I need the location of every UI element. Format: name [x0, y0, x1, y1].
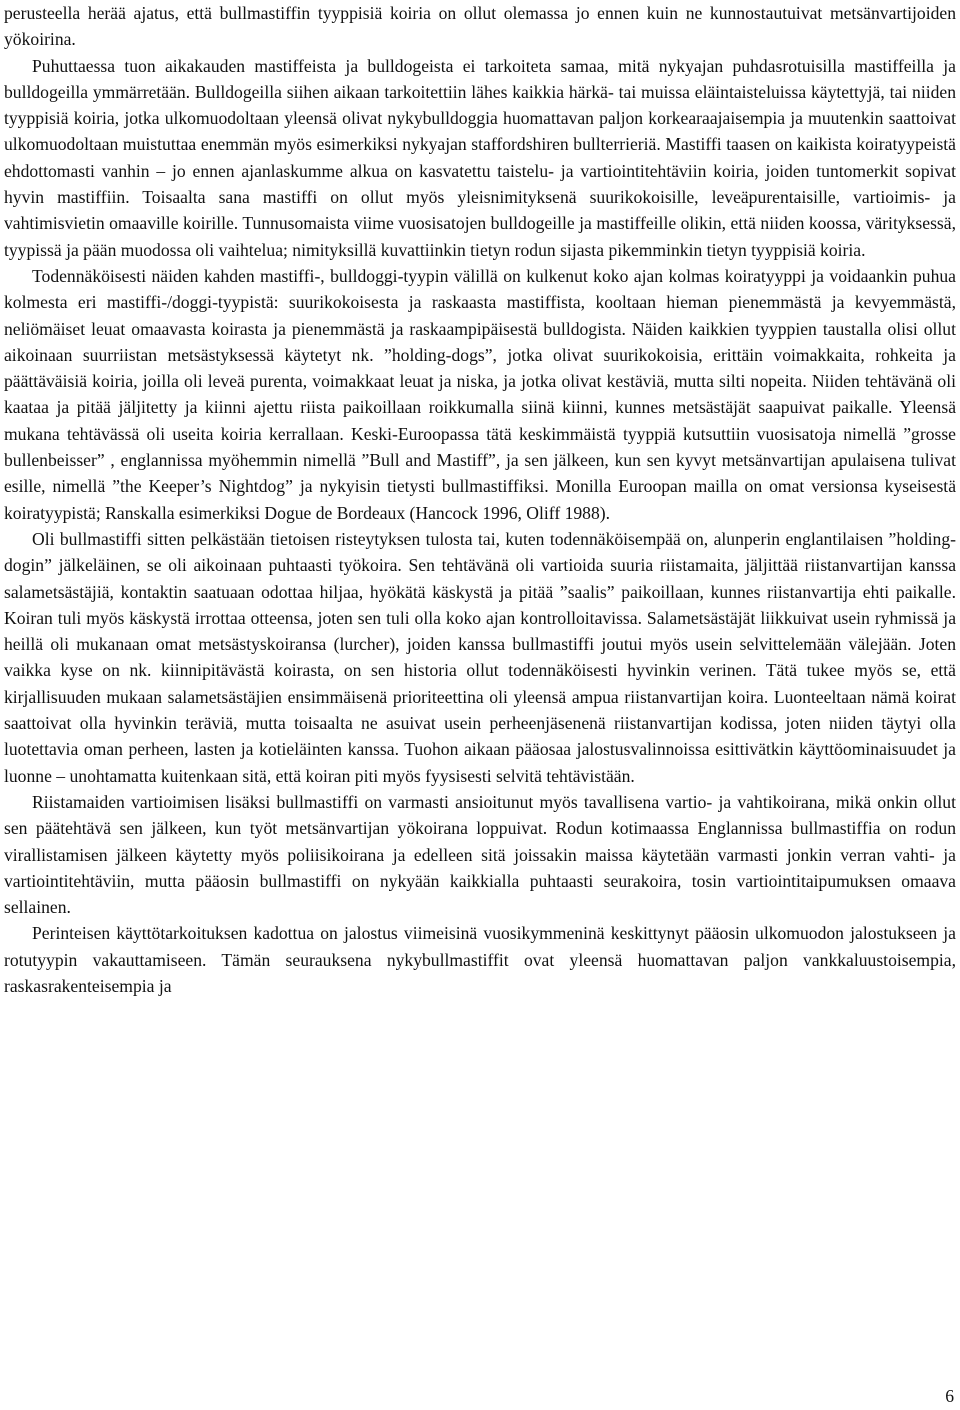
page-number: 6: [945, 1386, 954, 1406]
paragraph-1: perusteella herää ajatus, että bullmastiffin tyyppisiä koiria on ollut olemassa jo ennen kuin ne kunnostautuivat metsänvartijoiden yökoirina.: [4, 3, 956, 50]
paragraph-3: Todennäköisesti näiden kahden mastiffi-, bulldoggi-tyypin välillä on kulkenut koko ajan kolmas koiratyyppi ja voidaankin puhua kolmesta eri mastiffi-/doggi-tyypistä: suurikokoisesta ja raskaasta mastiffista, kooltaan hieman pienemmästä ja kevyemmästä, neliömäiset leuat omaavasta koirasta ja pienemmästä ja raskaampipäisestä bulldogista. Näiden kaikkien tyyppien taustalla olisi ollut aikoinaan suurriistan metsästyksessä käytetyt nk. ”holding-dogs”, jotka olivat suurikokoisia, erittäin voimakkaita, rohkeita ja päättäväisiä koiria, joilla oli leveä purenta, voimakkaat leuat ja niska, ja jotka olivat kestäviä, mutta silti nopeita. Niiden tehtävänä oli kaataa ja pitää jäljitetty ja kiinni ajettu riista paikoillaan roikkumalla siinä kiinni, kunnes metsästäjät saapuivat paikalle. Yleensä mukana tehtävässä oli useita koiria kerrallaan. Keski-Euroopassa tätä keskimmäistä tyyppiä kutsuttiin vuosisatoja nimellä ”grosse bullenbeisser” , englannissa myöhemmin nimellä ”Bull and Mastiff”, ja sen jälkeen, kun sen kyvyt metsänvartijan apulaisena tulivat esille, nimellä ”the Keeper’s Nightdog” ja nykyisin tietysti bullmastiffiksi. Monilla Euroopan mailla on omat versionsa kyseisestä koiratyypistä; Ranskalla esimerkiksi Dogue de Bordeaux (Hancock 1996, Oliff 1988).: [4, 265, 956, 523]
paragraph-4: Oli bullmastiffi sitten pelkästään tietoisen risteytyksen tulosta tai, kuten todennäköisempää on, alunperin englantilaisen ”holding-dogin” jälkeläinen, se oli aikoinaan puhtaasti työkoira. Sen tehtävänä oli vartioida suuria riistamaita, jäljittää riistanvartijan kanssa salametsästäjiä, kontaktin saatuaan odottaa hiljaa, hyökätä käskystä ja pitää ”saalis” paikoillaan, kunnes riistanvartija ehti paikalle. Koiran tuli myös käskystä irrottaa otteensa, joten sen tuli olla koko ajan kontrolloitavissa. Salametsästäjät liikkuivat usein ryhmissä ja heillä oli mukanaan omat metsästyskoiransa (lurcher), joiden kanssa bullmastiffi joutui myös usein selvittelemään välejään. Joten vaikka kyse on nk. kiinnipitävästä koirasta, on sen historia ollut todennäköisesti hyvinkin verinen. Tätä tukee myös se, että kirjallisuuden mukaan salametsästäjien ensimmäisenä prioriteettina oli yleensä ampua riistanvartijan koira. Luonteeltaan nämä koirat saattoivat olla hyvinkin teräviä, mutta toisaalta ne asuivat usein perheenjäsenenä riistanvartijan kodissa, joten niiden täytyi olla luotettavia oman perheen, lasten ja kotieläinten kanssa. Tuohon aikaan pääosaa jalostusvalinnoissa esittivätkin käyttöominaisuudet ja luonne – unohtamatta kuitenkaan sitä, että koiran piti myös fyysisesti selvitä tehtävistään.: [4, 528, 956, 786]
document-body: [4, 0, 956, 999]
paragraph-6: Perinteisen käyttötarkoituksen kadottua on jalostus viimeisinä vuosikymmeninä keskittynyt pääosin ulkomuodon jalostukseen ja rotutyypin vakauttamiseen. Tämän seurauksena nykybullmastiffit ovat yleensä huomattavan paljon vankkaluustoisempia, raskasrakenteisempia ja: [4, 923, 956, 996]
paragraph-2: Puhuttaessa tuon aikakauden mastiffeista ja bulldogeista ei tarkoiteta samaa, mitä nykyajan puhdasrotuisilla mastiffeilla ja bulldogeilla ymmärretään. Bulldogeilla siihen aikaan tarkoitettiin lähes kaikkia härkä- tai muissa eläintaisteluissa käytettyjä, tai niiden tyyppisiä koiria, jotka ulkomuodoltaan yleensä olivat nykybulldoggia huomattavan paljon korkearaajaisempia ja muutenkin saattoivat ulkomuodoltaan muistuttaa enemmän myös esimerkiksi nykyajan staffordshiren bullterrieriä. Mastiffi taasen on kaikista koiratyypeistä ehdottomasti vanhin – jo ennen ajanlaskumme alkua on kasvatettu taistelu- ja vartiointitehtäviin koiria, joiden tuntomerkit sopivat hyvin mastiffiin. Toisaalta sana mastiffi on ollut myös yleisnimityksenä suurikokoisille, leveäpurentaisille, vartioimis- ja vahtimisvietin omaaville koirille. Tunnusomaista viime vuosisatojen bulldogeille ja mastiffeille olikin, että niiden koossa, värityksessä, tyypissä ja pään muodossa oli vaihtelua; nimityksillä kuvattiinkin tietyn rodun sijasta pikemminkin tietyn tyyppisiä koiria.: [4, 55, 956, 260]
paragraph-5: Riistamaiden vartioimisen lisäksi bullmastiffi on varmasti ansioitunut myös tavallisena vartio- ja vahtikoirana, mikä onkin ollut sen päätehtävä sen jälkeen, kun työt metsänvartijan yökoirana loppuivat. Rodun kotimaassa Englannissa bullmastiffia on rodun virallistamisen jälkeen käytetty myös poliisikoirana ja edelleen sitä joissakin maissa käytetään varmasti jonkin verran vahti- ja vartiointitehtäviin, mutta pääosin bullmastiffi on nykyään kaikkialla puhtaasti seurakoira, tosin vartiointitaipumuksen omaava sellainen.: [4, 791, 956, 918]
